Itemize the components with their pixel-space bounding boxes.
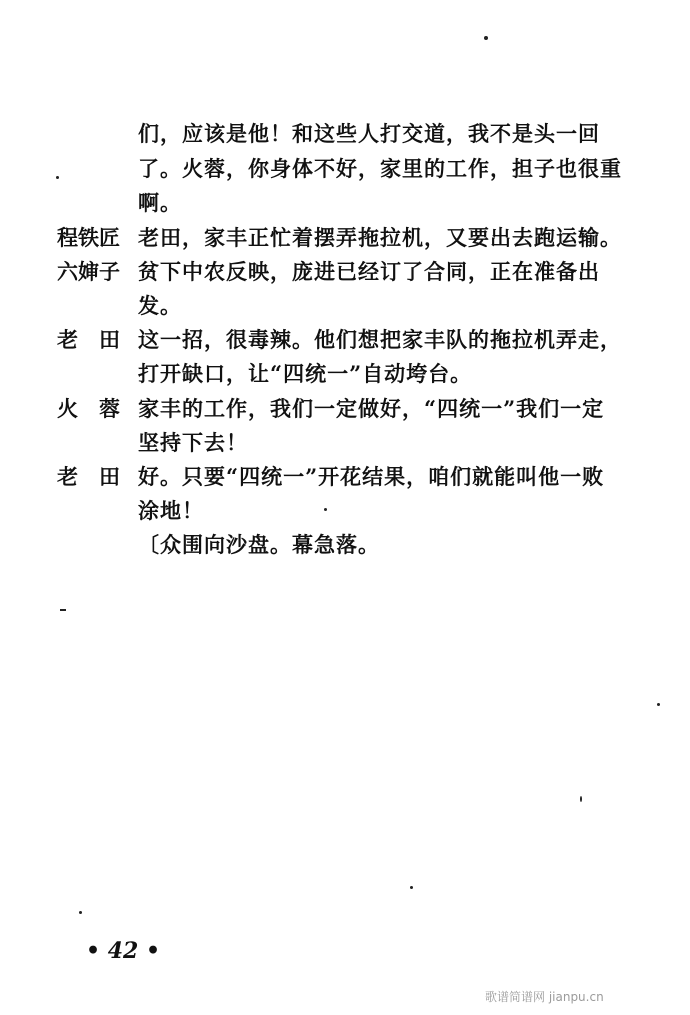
scan-speck: [79, 911, 82, 914]
page-number: • 42 •: [86, 938, 161, 964]
dialogue-line: 贫下中农反映，庞进已经订了合同，正在准备出: [138, 259, 600, 284]
stage-direction: 〔众围向沙盘。幕急落。: [138, 532, 380, 557]
speaker-name: 老 田: [57, 327, 120, 352]
speaker-name: 六婶子: [57, 259, 120, 284]
speaker-name: 火 蓉: [57, 396, 120, 421]
dialogue-line: 了。火蓉，你身体不好，家里的工作，担子也很重: [138, 156, 622, 181]
scan-speck: [580, 796, 582, 802]
scan-speck: [657, 703, 660, 706]
dialogue-line: 坚持下去！: [138, 430, 248, 455]
dialogue-line: 啊。: [138, 190, 182, 215]
scan-speck: [324, 508, 327, 511]
dialogue-line: 这一招，很毒辣。他们想把家丰队的拖拉机弄走，: [138, 327, 622, 352]
dialogue-line: 发。: [138, 293, 182, 318]
scan-speck: [60, 609, 66, 611]
scan-speck: [410, 886, 413, 889]
dialogue-line: 们，应该是他！和这些人打交道，我不是头一回: [138, 121, 600, 146]
dialogue-line: 涂地！: [138, 498, 204, 523]
speaker-name: 程铁匠: [57, 225, 120, 250]
dialogue-line: 家丰的工作，我们一定做好，“四统一”我们一定: [138, 396, 605, 421]
dialogue-line: 好。只要“四统一”开花结果，咱们就能叫他一败: [138, 464, 605, 489]
site-watermark: 歌谱简谱网 jianpu.cn: [485, 990, 604, 1004]
dialogue-line: 老田，家丰正忙着摆弄拖拉机，又要出去跑运输。: [138, 225, 622, 250]
speaker-name: 老 田: [57, 464, 120, 489]
scan-speck: [484, 36, 488, 40]
dialogue-line: 打开缺口，让“四统一”自动垮台。: [138, 361, 473, 386]
scan-speck: [56, 176, 59, 179]
